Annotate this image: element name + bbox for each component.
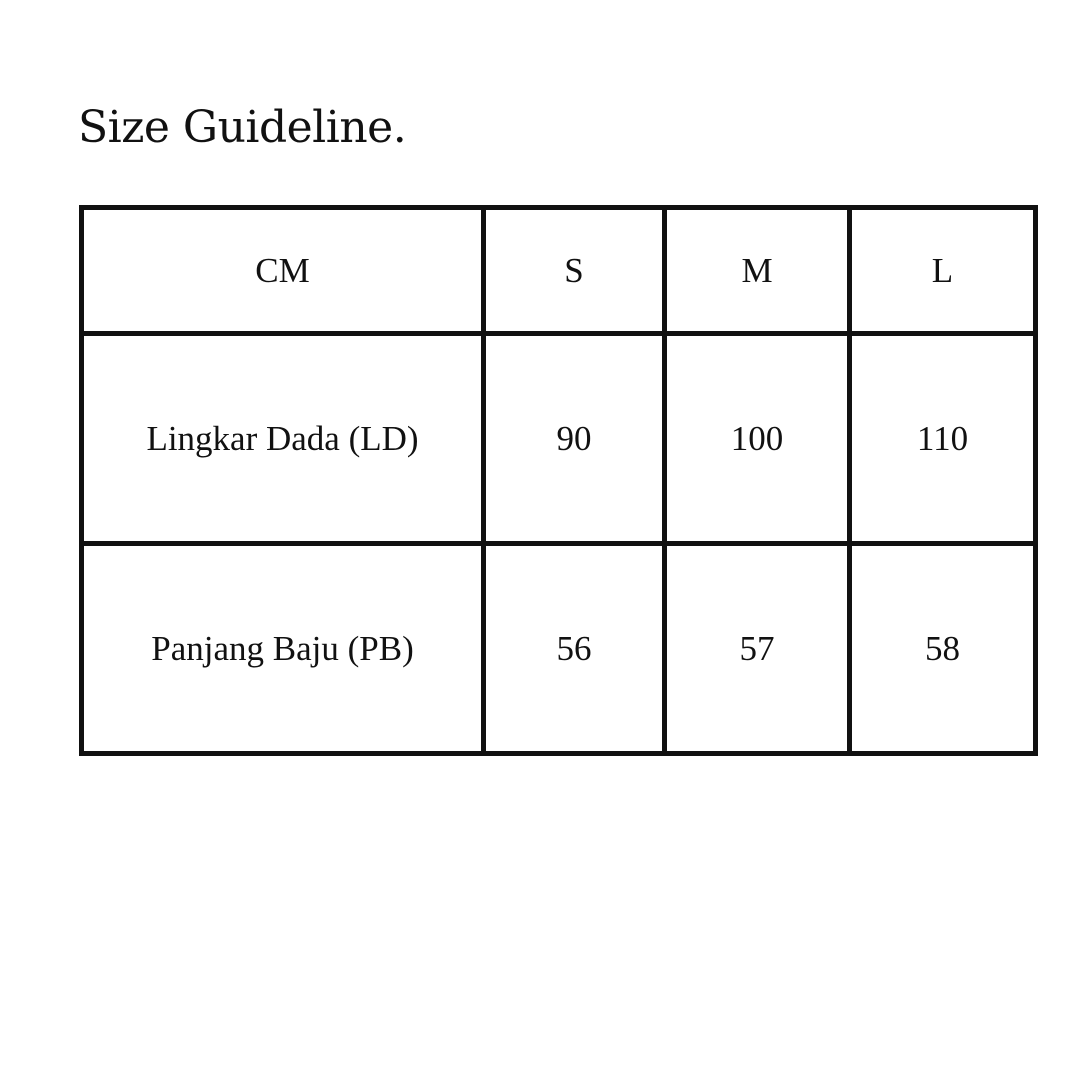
length-value-s: 56: [484, 544, 665, 754]
table-row-chest: [82, 334, 1036, 544]
chest-value-s: 90: [484, 334, 665, 544]
table-row-length: [82, 544, 1036, 754]
length-value-l: 58: [850, 544, 1036, 754]
chest-value-l: 110: [850, 334, 1036, 544]
header-cell-unit: CM: [82, 208, 484, 334]
length-value-m: 57: [665, 544, 850, 754]
row-label-length: Panjang Baju (PB): [82, 544, 484, 754]
header-cell-size-s: S: [484, 208, 665, 334]
header-cell-size-l: L: [850, 208, 1036, 334]
size-guideline-table: [79, 205, 1038, 756]
row-label-chest: Lingkar Dada (LD): [82, 334, 484, 544]
header-cell-size-m: M: [665, 208, 850, 334]
table-header-row: [82, 208, 1036, 334]
page-title: Size Guideline.: [78, 102, 407, 153]
chest-value-m: 100: [665, 334, 850, 544]
